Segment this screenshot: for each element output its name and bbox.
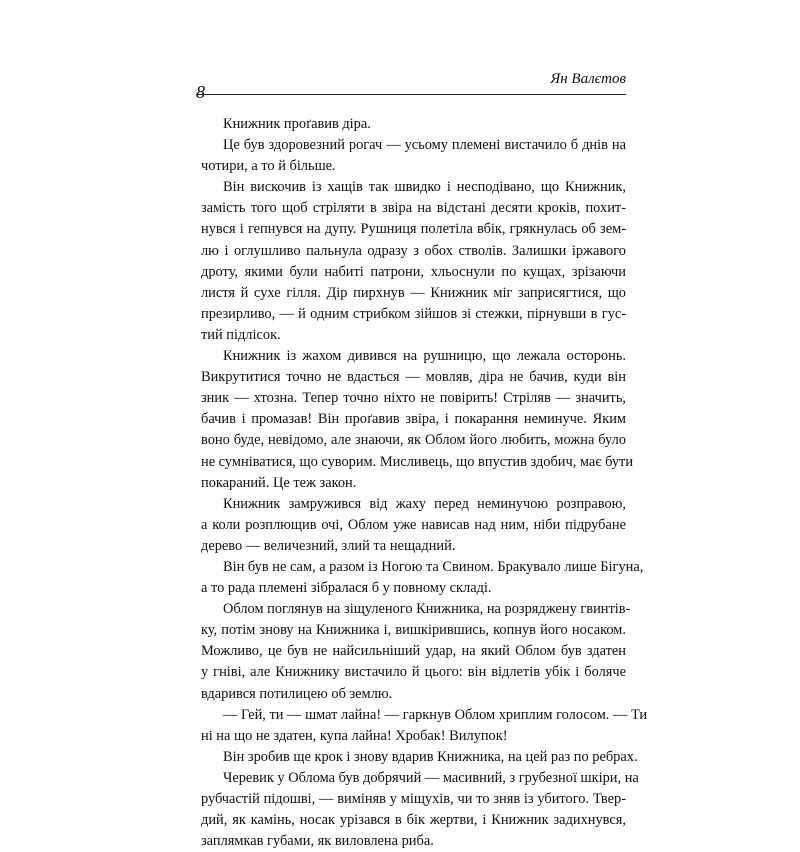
text-line: рубчастій підошві, — виміняв у міщухів, чи то зняв із убитого. Твер- <box>201 791 626 807</box>
text-line: Черевик у Облома був добрячий — масивний, з грубезної шкіри, на <box>223 769 639 786</box>
text-line: — Гей, ти — шмат лайна! — гаркнув Облом хриплим голосом. — Ти <box>223 706 648 723</box>
text-line: нувся і гепнувся на дупу. Рушниця полетіла вбік, грякнулась об зем- <box>201 221 626 238</box>
text-line: тий підлісок. <box>201 326 281 343</box>
paragraph <box>201 114 626 135</box>
text-line: Облом поглянув на зіщуленого Книжника, на розряджену гвинтів- <box>223 601 631 618</box>
paragraph <box>201 557 644 599</box>
text-line: Можливо, це був не найсильніший удар, на який Облом був здатен <box>201 643 626 660</box>
text-line: зник — хтозна. Тепер точно ніхто не повірить! Стріляв — значить, <box>201 390 626 407</box>
text-line: Викрутитися точно не вдасться — мовляв, діра не бачив, куди він <box>201 369 626 386</box>
text-line: замість того щоб стріляти в звіра на відстані десяти кроків, похит- <box>201 200 626 217</box>
paragraph <box>201 768 639 852</box>
text-line: листя й сухе гілля. Дір пирхнув — Книжник міг заприсягтися, що <box>201 284 626 301</box>
text-line: Він вискочив із хащів так швидко і несподівано, що Книжник, <box>223 179 626 196</box>
text-line: а коли розплющив очі, Облом уже нависав над ним, ніби підрубане <box>201 516 626 533</box>
text-line: ку, потім знову на Книжника і, вишкірившись, копнув його носаком. <box>201 622 626 639</box>
text-line: Книжник замружився від жаху перед неминучою розправою, <box>223 495 626 512</box>
paragraph <box>201 494 626 557</box>
text-line: покараний. Це теж закон. <box>201 474 357 491</box>
page-number: 8 <box>196 82 205 102</box>
text-line: не сумніватися, що суворим. Мисливець, що впустив здобич, має бути <box>201 453 634 470</box>
text-line: у гніві, але Книжнику вистачило й цього: він відлетів убік і боляче <box>201 664 626 681</box>
text-line: презирливо, — й одним стрибком зійшов зі стежки, пірнувши в гус- <box>201 305 626 322</box>
text-line: дий, як камінь, носак урізався в бік жертви, і Книжник задихнувся, <box>201 812 626 829</box>
text-line: Він зробив ще крок і знову вдарив Книжника, на цей раз по ребрах. <box>223 748 638 765</box>
text-line: дерево — величезний, злий та нещадний. <box>201 537 456 554</box>
text-line: а то рада племені зібралася б у повному складі. <box>201 580 492 597</box>
running-header-author: Ян Валєтов <box>550 71 626 87</box>
text-line: лю і оглушливо пальнула одразу з обох стволів. Залишки іржавого <box>201 242 626 259</box>
text-line: Книжник проґавив діра. <box>223 116 371 132</box>
body-text <box>201 114 648 852</box>
text-line: воно буде, невідомо, але знаючи, як Облом його любить, можна було <box>201 432 626 449</box>
text-line: вдарився потилицею об землю. <box>201 685 393 702</box>
text-line: Він був не сам, а разом із Ногою та Свином. Бракувало лише Бігуна, <box>223 558 644 575</box>
header-rule <box>196 94 626 95</box>
paragraph <box>201 346 634 494</box>
paragraph <box>201 599 631 704</box>
text-line: бачив і промазав! Він проґавив звіра, і покарання неминуче. Яким <box>201 411 626 428</box>
paragraph <box>201 747 638 768</box>
text-line: заплямкав губами, як виловлена риба. <box>201 833 434 850</box>
text-line: Книжник із жахом дивився на рушницю, що лежала осторонь. <box>223 348 626 365</box>
text-line: ні на що не здатен, купа лайна! Хробак! Вилупок! <box>201 727 508 744</box>
text-line: дроту, якими були набиті патрони, хльоснули по кущах, зрізаючи <box>201 263 626 280</box>
paragraph <box>201 135 626 177</box>
text-line: Це був здоровезний рогач — усьому племені вистачило б днів на <box>223 137 626 154</box>
paragraph <box>201 705 648 747</box>
text-line: чотири, а то й більше. <box>201 158 336 175</box>
paragraph <box>201 177 626 346</box>
